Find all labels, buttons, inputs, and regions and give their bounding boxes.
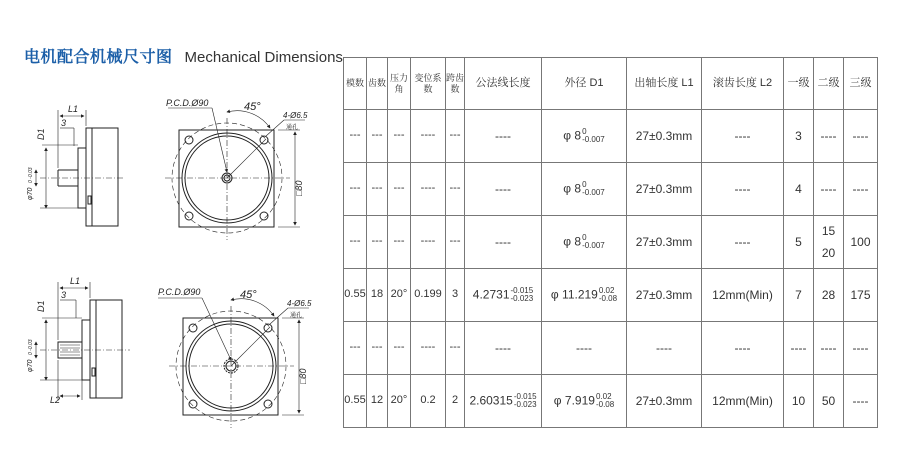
header-module: 模数 <box>344 58 367 110</box>
cell-span-teeth: 2 <box>446 375 465 428</box>
header-shaft-len: 出轴长度 L1 <box>627 58 702 110</box>
cell-shaft-len: 27±0.3mm <box>627 269 702 322</box>
cell-stage3: 175 <box>844 269 878 322</box>
cell-span-teeth: --- <box>446 163 465 216</box>
dim-pilot-label: φ70 <box>27 187 34 200</box>
cell-common-normal: ---- <box>465 163 542 216</box>
page-title-zh: 电机配合机械尺寸图 <box>24 49 173 66</box>
cell-span-teeth: --- <box>446 216 465 269</box>
header-span-teeth: 跨齿数 <box>446 58 465 110</box>
cell-stage3: ---- <box>844 322 878 375</box>
cell-pressure-angle: 20° <box>388 375 411 428</box>
cell-common-normal: 4.2731 -0.015 -0.023 <box>465 269 542 322</box>
cell-hob-len: ---- <box>702 216 784 269</box>
through-hole-label: 通孔 <box>286 125 299 131</box>
dim-pilot-label-bottom: φ70 <box>27 359 34 372</box>
cell-common-normal: ---- <box>465 110 542 163</box>
cell-teeth: --- <box>367 110 388 163</box>
cell-teeth: --- <box>367 216 388 269</box>
cell-shift-coef: ---- <box>411 163 446 216</box>
square-label: □80 <box>294 180 304 196</box>
cell-teeth: 12 <box>367 375 388 428</box>
table-row <box>344 163 878 216</box>
cell-stage1: 4 <box>784 163 814 216</box>
table-row <box>344 322 878 375</box>
table-row <box>344 375 878 428</box>
cell-stage3: ---- <box>844 375 878 428</box>
cell-common-normal: ---- <box>465 216 542 269</box>
front-view-top-labels <box>166 98 308 196</box>
header-outer-dia: 外径 D1 <box>542 58 627 110</box>
through-hole-label-bottom: 通孔 <box>290 313 303 319</box>
cell-common-normal: ---- <box>465 322 542 375</box>
side-view-bottom-labels <box>27 276 80 405</box>
cell-outer-dia: φ 7.919 0.02 -0.08 <box>542 375 627 428</box>
header-stage3: 三级 <box>844 58 878 110</box>
table-row <box>344 216 878 269</box>
side-view-top <box>36 110 125 226</box>
header-pressure-angle: 压力角 <box>388 58 411 110</box>
page-title-en: Mechanical Dimensions <box>184 49 343 66</box>
spec-table-body <box>344 110 878 428</box>
front-view-top <box>165 108 305 240</box>
cell-stage3: ---- <box>844 110 878 163</box>
cell-module: --- <box>344 110 367 163</box>
cell-pressure-angle: 20° <box>388 269 411 322</box>
holes-label-bottom: 4-Ø6.5 <box>287 299 312 308</box>
cell-stage3: ---- <box>844 163 878 216</box>
dim-l1-label: L1 <box>68 104 79 114</box>
cell-span-teeth: 3 <box>446 269 465 322</box>
cell-stage1: ---- <box>784 322 814 375</box>
mechanical-drawings <box>0 80 342 471</box>
cell-shift-coef: ---- <box>411 110 446 163</box>
cell-stage1: 3 <box>784 110 814 163</box>
dim-d1-label: D1 <box>36 128 46 140</box>
cell-shaft-len: 27±0.3mm <box>627 163 702 216</box>
cell-shaft-len: ---- <box>627 322 702 375</box>
cell-shift-coef: ---- <box>411 322 446 375</box>
cell-module: 0.55 <box>344 375 367 428</box>
cell-stage1: 10 <box>784 375 814 428</box>
cell-shaft-len: 27±0.3mm <box>627 110 702 163</box>
cell-shaft-len: 27±0.3mm <box>627 375 702 428</box>
cell-teeth: 18 <box>367 269 388 322</box>
cell-outer-dia: ---- <box>542 322 627 375</box>
table-header-row <box>344 58 878 110</box>
cell-module: 0.55 <box>344 269 367 322</box>
cell-stage2: ---- <box>814 110 844 163</box>
dim-pilot-tol: 0 -0.03 <box>28 167 34 183</box>
header-hob-len: 滚齿长度 L2 <box>702 58 784 110</box>
cell-module: --- <box>344 322 367 375</box>
cell-hob-len: 12mm(Min) <box>702 269 784 322</box>
dim-l1-label-bottom: L1 <box>70 276 81 286</box>
cell-outer-dia: φ 8 0 -0.007 <box>542 216 627 269</box>
cell-teeth: --- <box>367 322 388 375</box>
header-stage1: 一级 <box>784 58 814 110</box>
angle-label-bottom: 45° <box>240 289 257 301</box>
cell-outer-dia: φ 11.219 0.02 -0.08 <box>542 269 627 322</box>
pcd-label: P.C.D.Ø90 <box>166 98 209 108</box>
cell-stage2: 28 <box>814 269 844 322</box>
cell-teeth: --- <box>367 163 388 216</box>
cell-module: --- <box>344 216 367 269</box>
cell-common-normal: 2.60315 -0.015 -0.023 <box>465 375 542 428</box>
cell-hob-len: ---- <box>702 163 784 216</box>
cell-pressure-angle: --- <box>388 163 411 216</box>
cell-hob-len: ---- <box>702 322 784 375</box>
cell-stage2: ---- <box>814 322 844 375</box>
cell-hob-len: 12mm(Min) <box>702 375 784 428</box>
cell-pressure-angle: --- <box>388 322 411 375</box>
dim-d1-label-bottom: D1 <box>36 300 46 312</box>
cell-shift-coef: ---- <box>411 216 446 269</box>
square-label-bottom: □80 <box>298 368 308 384</box>
dim-l2-label: L2 <box>50 395 61 405</box>
front-view-bottom <box>158 298 309 428</box>
cell-outer-dia: φ 8 0 -0.007 <box>542 110 627 163</box>
cell-shift-coef: 0.199 <box>411 269 446 322</box>
cell-span-teeth: --- <box>446 322 465 375</box>
cell-stage2: 50 <box>814 375 844 428</box>
cell-pressure-angle: --- <box>388 216 411 269</box>
side-view-bottom <box>36 282 130 400</box>
header-shift-coef: 变位系数 <box>411 58 446 110</box>
cell-outer-dia: φ 8 0 -0.007 <box>542 163 627 216</box>
header-teeth: 齿数 <box>367 58 388 110</box>
cell-pressure-angle: --- <box>388 110 411 163</box>
page-title <box>24 44 343 67</box>
cell-span-teeth: --- <box>446 110 465 163</box>
holes-label: 4-Ø6.5 <box>283 111 308 120</box>
cell-stage1: 7 <box>784 269 814 322</box>
table-row <box>344 110 878 163</box>
dim-pilot-tol-bottom: 0 -0.03 <box>28 339 34 355</box>
cell-stage1: 5 <box>784 216 814 269</box>
cell-hob-len: ---- <box>702 110 784 163</box>
angle-label: 45° <box>244 101 261 113</box>
cell-stage2: 15 20 <box>814 216 844 269</box>
dim-3-label-bottom: 3 <box>61 290 67 300</box>
cell-shaft-len: 27±0.3mm <box>627 216 702 269</box>
dim-3-label: 3 <box>61 118 67 128</box>
spec-table <box>343 57 878 428</box>
header-common-normal: 公法线长度 <box>465 58 542 110</box>
table-row <box>344 269 878 322</box>
cell-stage3: 100 <box>844 216 878 269</box>
header-stage2: 二级 <box>814 58 844 110</box>
pcd-label-bottom: P.C.D.Ø90 <box>158 287 201 297</box>
cell-module: --- <box>344 163 367 216</box>
cell-stage2: ---- <box>814 163 844 216</box>
cell-shift-coef: 0.2 <box>411 375 446 428</box>
